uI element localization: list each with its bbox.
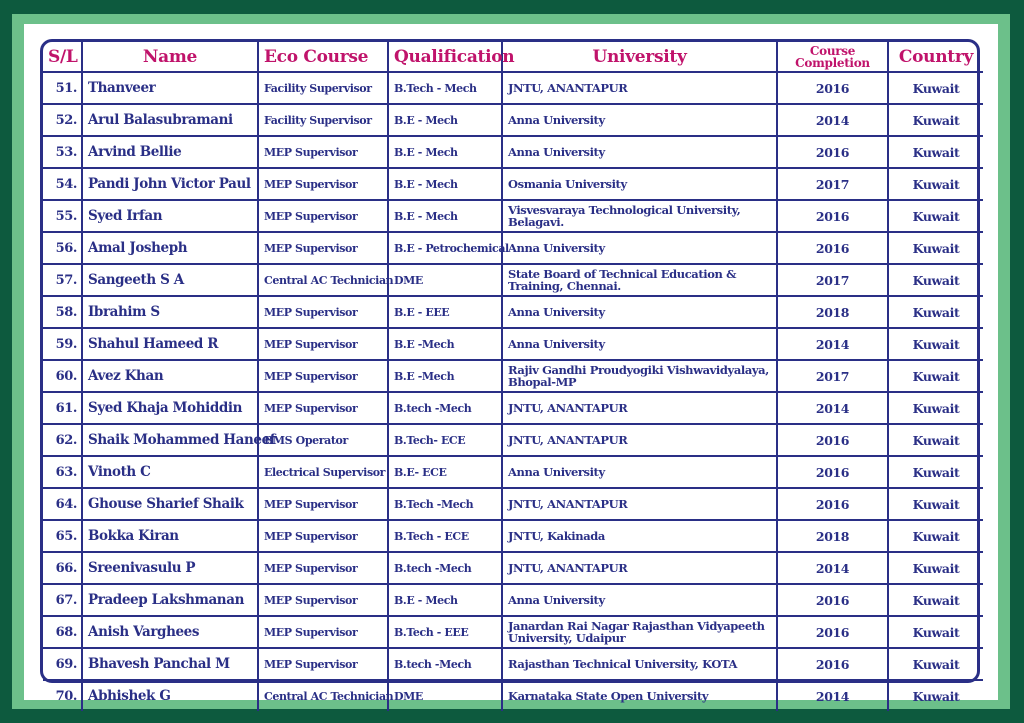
cell-university: Anna University	[502, 104, 777, 136]
cell-course: Electrical Supervisor	[258, 456, 388, 488]
table-row	[43, 264, 983, 296]
cell-name: Shahul Hameed R	[82, 328, 258, 360]
cell-completion-year: 2014	[777, 328, 888, 360]
cell-university: Anna University	[502, 296, 777, 328]
cell-country: Kuwait	[888, 232, 983, 264]
cell-sl: 67.	[43, 584, 82, 616]
cell-country: Kuwait	[888, 488, 983, 520]
table-row	[43, 424, 983, 456]
cell-course: MEP Supervisor	[258, 328, 388, 360]
header-university: University	[502, 42, 777, 72]
cell-course: MEP Supervisor	[258, 488, 388, 520]
table-row	[43, 488, 983, 520]
cell-course: MEP Supervisor	[258, 552, 388, 584]
cell-country: Kuwait	[888, 264, 983, 296]
cell-course: MEP Supervisor	[258, 136, 388, 168]
cell-country: Kuwait	[888, 424, 983, 456]
cell-qualification: B.Tech - Mech	[388, 72, 502, 104]
cell-qualification: B.tech -Mech	[388, 392, 502, 424]
cell-name: Arvind Bellie	[82, 136, 258, 168]
table-row	[43, 328, 983, 360]
table-row	[43, 168, 983, 200]
cell-name: Thanveer	[82, 72, 258, 104]
cell-qualification: B.tech -Mech	[388, 552, 502, 584]
cell-qualification: B.E - Mech	[388, 104, 502, 136]
cell-course: Facility Supervisor	[258, 104, 388, 136]
cell-university: Karnataka State Open University	[502, 680, 777, 711]
cell-course: MEP Supervisor	[258, 360, 388, 392]
cell-country: Kuwait	[888, 328, 983, 360]
cell-university: Anna University	[502, 456, 777, 488]
cell-completion-year: 2014	[777, 680, 888, 711]
table-row	[43, 616, 983, 648]
table-header-row	[43, 42, 983, 72]
table-row	[43, 136, 983, 168]
cell-name: Bokka Kiran	[82, 520, 258, 552]
cell-completion-year: 2017	[777, 264, 888, 296]
cell-sl: 53.	[43, 136, 82, 168]
cell-university: Janardan Rai Nagar Rajasthan Vidyapeeth University, Udaipur	[502, 616, 777, 648]
cell-university: JNTU, ANANTAPUR	[502, 424, 777, 456]
header-completion: Course Completion	[777, 42, 888, 72]
cell-course: MEP Supervisor	[258, 200, 388, 232]
cell-name: Vinoth C	[82, 456, 258, 488]
cell-qualification: B.E - EEE	[388, 296, 502, 328]
cell-country: Kuwait	[888, 680, 983, 711]
cell-completion-year: 2018	[777, 296, 888, 328]
cell-country: Kuwait	[888, 520, 983, 552]
cell-name: Abhishek G	[82, 680, 258, 711]
cell-course: MEP Supervisor	[258, 520, 388, 552]
cell-sl: 70.	[43, 680, 82, 711]
cell-country: Kuwait	[888, 552, 983, 584]
table-row	[43, 296, 983, 328]
table-row	[43, 232, 983, 264]
table-row	[43, 680, 983, 711]
header-qualification: Qualification	[388, 42, 502, 72]
cell-name: Sangeeth S A	[82, 264, 258, 296]
table-row	[43, 72, 983, 104]
cell-country: Kuwait	[888, 296, 983, 328]
cell-sl: 63.	[43, 456, 82, 488]
cell-university: Anna University	[502, 328, 777, 360]
cell-completion-year: 2016	[777, 424, 888, 456]
cell-country: Kuwait	[888, 616, 983, 648]
cell-sl: 65.	[43, 520, 82, 552]
cell-qualification: B.E - Mech	[388, 200, 502, 232]
cell-name: Ibrahim S	[82, 296, 258, 328]
header-country: Country	[888, 42, 983, 72]
cell-qualification: DME	[388, 264, 502, 296]
cell-qualification: B.E - Mech	[388, 584, 502, 616]
cell-country: Kuwait	[888, 584, 983, 616]
table-row	[43, 648, 983, 680]
cell-university: JNTU, ANANTAPUR	[502, 392, 777, 424]
cell-course: Central AC Technician	[258, 680, 388, 711]
cell-university: JNTU, Kakinada	[502, 520, 777, 552]
header-course: Eco Course	[258, 42, 388, 72]
table-row	[43, 584, 983, 616]
table-row	[43, 552, 983, 584]
cell-name: Sreenivasulu P	[82, 552, 258, 584]
cell-name: Syed Khaja Mohiddin	[82, 392, 258, 424]
cell-country: Kuwait	[888, 72, 983, 104]
cell-name: Avez Khan	[82, 360, 258, 392]
cell-name: Arul Balasubramani	[82, 104, 258, 136]
cell-university: Visvesvaraya Technological University, Belagavi.	[502, 200, 777, 232]
cell-university: Anna University	[502, 136, 777, 168]
cell-sl: 61.	[43, 392, 82, 424]
cell-sl: 59.	[43, 328, 82, 360]
cell-completion-year: 2016	[777, 72, 888, 104]
cell-qualification: B.tech -Mech	[388, 648, 502, 680]
cell-sl: 68.	[43, 616, 82, 648]
cell-course: MEP Supervisor	[258, 168, 388, 200]
cell-course: MEP Supervisor	[258, 232, 388, 264]
cell-sl: 62.	[43, 424, 82, 456]
cell-name: Bhavesh Panchal M	[82, 648, 258, 680]
header-name: Name	[82, 42, 258, 72]
cell-sl: 69.	[43, 648, 82, 680]
cell-completion-year: 2014	[777, 104, 888, 136]
cell-qualification: B.E -Mech	[388, 328, 502, 360]
cell-course: MEP Supervisor	[258, 648, 388, 680]
cell-country: Kuwait	[888, 360, 983, 392]
cell-name: Shaik Mohammed Haneef	[82, 424, 258, 456]
cell-sl: 66.	[43, 552, 82, 584]
cell-qualification: B.E- ECE	[388, 456, 502, 488]
cell-name: Amal Josheph	[82, 232, 258, 264]
cell-completion-year: 2018	[777, 520, 888, 552]
cell-name: Pradeep Lakshmanan	[82, 584, 258, 616]
cell-qualification: B.E -Mech	[388, 360, 502, 392]
cell-completion-year: 2016	[777, 456, 888, 488]
table-body	[43, 72, 983, 711]
cell-university: Osmania University	[502, 168, 777, 200]
table-row	[43, 200, 983, 232]
cell-university: Rajiv Gandhi Proudyogiki Vishwavidyalaya, Bhopal-MP	[502, 360, 777, 392]
cell-completion-year: 2017	[777, 168, 888, 200]
cell-completion-year: 2014	[777, 392, 888, 424]
cell-completion-year: 2017	[777, 360, 888, 392]
table-row	[43, 104, 983, 136]
table-row	[43, 520, 983, 552]
cell-qualification: DME	[388, 680, 502, 711]
cell-course: MEP Supervisor	[258, 616, 388, 648]
document-sheet	[24, 24, 998, 704]
cell-course: Central AC Technician	[258, 264, 388, 296]
cell-sl: 51.	[43, 72, 82, 104]
cell-university: State Board of Technical Education & Training, Chennai.	[502, 264, 777, 296]
header-sl: S/L	[43, 42, 82, 72]
cell-university: Anna University	[502, 584, 777, 616]
cell-qualification: B.Tech- ECE	[388, 424, 502, 456]
cell-country: Kuwait	[888, 456, 983, 488]
cell-course: BMS Operator	[258, 424, 388, 456]
cell-name: Pandi John Victor Paul	[82, 168, 258, 200]
table-row	[43, 392, 983, 424]
cell-country: Kuwait	[888, 392, 983, 424]
cell-completion-year: 2016	[777, 584, 888, 616]
cell-sl: 56.	[43, 232, 82, 264]
cell-completion-year: 2016	[777, 200, 888, 232]
cell-sl: 54.	[43, 168, 82, 200]
students-table-container	[40, 39, 980, 704]
cell-completion-year: 2016	[777, 136, 888, 168]
cell-sl: 57.	[43, 264, 82, 296]
cell-sl: 52.	[43, 104, 82, 136]
cell-sl: 60.	[43, 360, 82, 392]
cell-qualification: B.Tech - ECE	[388, 520, 502, 552]
table-row	[43, 456, 983, 488]
cell-sl: 55.	[43, 200, 82, 232]
cell-course: MEP Supervisor	[258, 584, 388, 616]
cell-sl: 58.	[43, 296, 82, 328]
cell-name: Syed Irfan	[82, 200, 258, 232]
cell-university: JNTU, ANANTAPUR	[502, 72, 777, 104]
cell-country: Kuwait	[888, 136, 983, 168]
cell-qualification: B.E - Petrochemical	[388, 232, 502, 264]
cell-completion-year: 2016	[777, 616, 888, 648]
cell-qualification: B.E - Mech	[388, 136, 502, 168]
cell-university: JNTU, ANANTAPUR	[502, 552, 777, 584]
cell-name: Anish Varghees	[82, 616, 258, 648]
cell-university: JNTU, ANANTAPUR	[502, 488, 777, 520]
cell-completion-year: 2016	[777, 232, 888, 264]
cell-sl: 64.	[43, 488, 82, 520]
cell-course: MEP Supervisor	[258, 296, 388, 328]
cell-qualification: B.Tech -Mech	[388, 488, 502, 520]
cell-course: Facility Supervisor	[258, 72, 388, 104]
cell-completion-year: 2016	[777, 648, 888, 680]
cell-name: Ghouse Sharief Shaik	[82, 488, 258, 520]
cell-country: Kuwait	[888, 648, 983, 680]
cell-completion-year: 2014	[777, 552, 888, 584]
cell-completion-year: 2016	[777, 488, 888, 520]
cell-country: Kuwait	[888, 104, 983, 136]
cell-university: Anna University	[502, 232, 777, 264]
cell-country: Kuwait	[888, 200, 983, 232]
cell-course: MEP Supervisor	[258, 392, 388, 424]
cell-qualification: B.E - Mech	[388, 168, 502, 200]
cell-qualification: B.Tech - EEE	[388, 616, 502, 648]
table-row	[43, 360, 983, 392]
cell-university: Rajasthan Technical University, KOTA	[502, 648, 777, 680]
cell-country: Kuwait	[888, 168, 983, 200]
students-table	[43, 42, 983, 711]
